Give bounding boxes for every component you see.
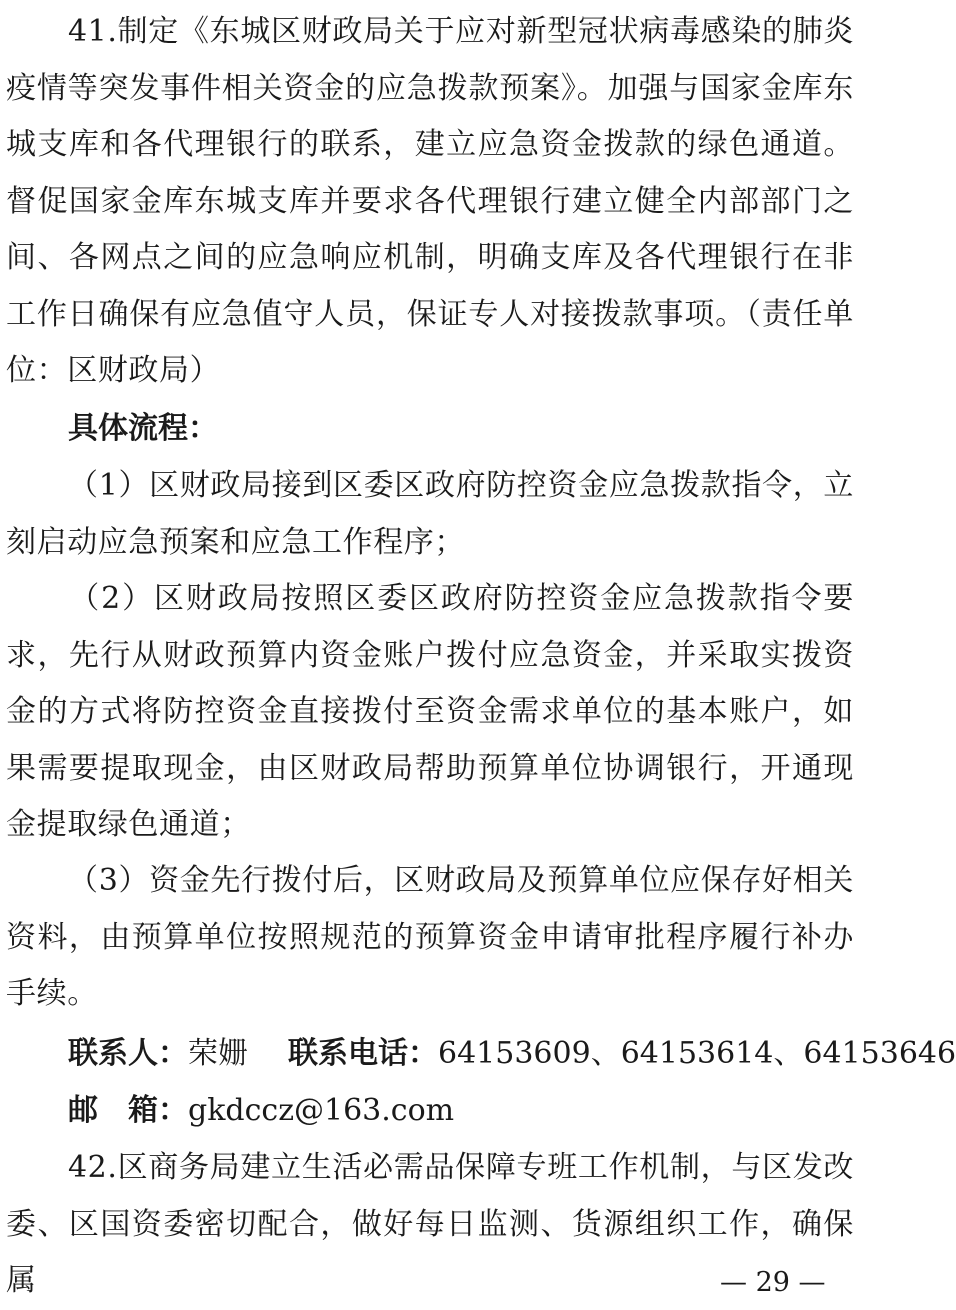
email-line bbox=[68, 1091, 454, 1131]
item-42-text: 42.区商务局建立生活必需品保障专班工作机制，与区发改委、区国资委密切配合，做好每日监测、货源组织工作，确保属 bbox=[6, 1150, 854, 1298]
step-3-paragraph bbox=[6, 853, 854, 1023]
process-heading: 具体流程： bbox=[68, 411, 218, 446]
email-address: gkdccz@163.com bbox=[188, 1093, 455, 1128]
item-41-text: 41.制定《东城区财政局关于应对新型冠状病毒感染的肺炎疫情等突发事件相关资金的应急拨款预案》。加强与国家金库东城支库和各代理银行的联系，建立应急资金拨款的绿色通道。督促国家金库东城支库并要求各代理银行建立健全内部部门之间、各网点之间的应急响应机制，明确支库及各代理银行在非工作日确保有应急值守人员，保证专人对接拨款事项。（责任单位：区财政局） bbox=[6, 14, 854, 388]
step-2-text: （2）区财政局按照区委区政府防控资金应急拨款指令要求，先行从财政预算内资金账户拨付应急资金，并采取实拨资金的方式将防控资金直接拨付至资金需求单位的基本账户，如果需要提取现金，由区财政局帮助预算单位协调银行，开通现金提取绿色通道； bbox=[6, 581, 854, 842]
contact-line bbox=[68, 1034, 956, 1074]
step-1-text: （1）区财政局接到区委区政府防控资金应急拨款指令，立刻启动应急预案和应急工作程序； bbox=[6, 468, 854, 560]
step-3-text: （3）资金先行拨付后，区财政局及预算单位应保存好相关资料，由预算单位按照规范的预算资金申请审批程序履行补办手续。 bbox=[6, 863, 854, 1011]
phone-numbers: 64153609、64153614、64153646 bbox=[438, 1036, 956, 1071]
item-41-paragraph bbox=[6, 4, 854, 400]
step-2-paragraph bbox=[6, 571, 854, 854]
email-label: 邮 箱： bbox=[68, 1093, 188, 1128]
page-number: — 29 — bbox=[720, 1267, 826, 1298]
contact-name: 荣姗 bbox=[188, 1036, 248, 1071]
contact-label: 联系人： bbox=[68, 1036, 188, 1071]
step-1-paragraph bbox=[6, 458, 854, 571]
phone-label: 联系电话： bbox=[288, 1036, 438, 1071]
